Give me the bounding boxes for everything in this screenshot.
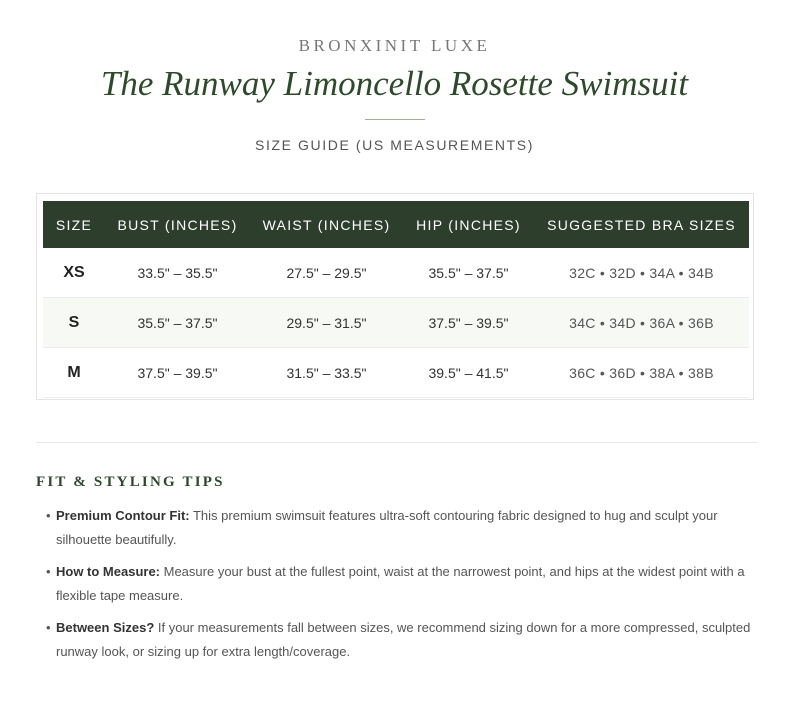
- bust-cell: 37.5" – 39.5": [105, 348, 250, 398]
- hip-cell: 37.5" – 39.5": [403, 298, 534, 348]
- bra-sizes-cell: 36C • 36D • 38A • 38B: [534, 348, 749, 398]
- header-bust: BUST (INCHES): [105, 201, 250, 248]
- bust-cell: 33.5" – 35.5": [105, 248, 250, 298]
- size-cell: M: [43, 348, 105, 398]
- tip-text: Measure your bust at the fullest point, waist at the narrowest point, and hips at the widest point with a flexible tape measure.: [56, 564, 745, 603]
- tip-label: Premium Contour Fit:: [56, 508, 190, 523]
- brand-name: BRONXINIT LUXE: [298, 36, 491, 55]
- tips-heading: FIT & STYLING TIPS: [36, 474, 225, 490]
- table-header-row: [43, 201, 749, 248]
- tip-text: If your measurements fall between sizes, we recommend sizing down for a more compressed, sculpted runway look, or sizing up for extra length/coverage.: [56, 620, 751, 659]
- waist-cell: 31.5" – 33.5": [250, 348, 403, 398]
- table-row: [43, 248, 749, 298]
- bra-sizes-cell: 34C • 34D • 36A • 36B: [534, 298, 749, 348]
- tip-text: This premium swimsuit features ultra-soft contouring fabric designed to hug and sculpt your silhouette beautifully.: [56, 508, 718, 547]
- list-item: [46, 504, 761, 552]
- header-size: SIZE: [43, 201, 105, 248]
- bullet-icon: •: [46, 508, 51, 523]
- tip-label: Between Sizes?: [56, 620, 155, 635]
- waist-cell: 29.5" – 31.5": [250, 298, 403, 348]
- product-title: The Runway Limoncello Rosette Swimsuit: [100, 64, 689, 103]
- bullet-icon: •: [46, 564, 51, 579]
- hip-cell: 39.5" – 41.5": [403, 348, 534, 398]
- list-item: [46, 560, 761, 608]
- waist-cell: 27.5" – 29.5": [250, 248, 403, 298]
- bullet-icon: •: [46, 620, 51, 635]
- table-row: [43, 348, 749, 398]
- title-divider: [365, 119, 425, 120]
- size-table: [43, 201, 749, 398]
- list-item: [46, 616, 761, 664]
- size-cell: S: [43, 298, 105, 348]
- size-cell: XS: [43, 248, 105, 298]
- bra-sizes-cell: 32C • 32D • 34A • 34B: [534, 248, 749, 298]
- tip-label: How to Measure:: [56, 564, 161, 579]
- header-bra-sizes: SUGGESTED BRA SIZES: [534, 201, 749, 248]
- header-hip: HIP (INCHES): [403, 201, 534, 248]
- section-divider: [36, 442, 757, 443]
- tips-list: [46, 504, 761, 672]
- header-waist: WAIST (INCHES): [250, 201, 403, 248]
- size-table-container: [36, 193, 754, 400]
- hip-cell: 35.5" – 37.5": [403, 248, 534, 298]
- size-guide-subtitle: SIZE GUIDE (US MEASUREMENTS): [255, 137, 534, 153]
- bust-cell: 35.5" – 37.5": [105, 298, 250, 348]
- table-row: [43, 298, 749, 348]
